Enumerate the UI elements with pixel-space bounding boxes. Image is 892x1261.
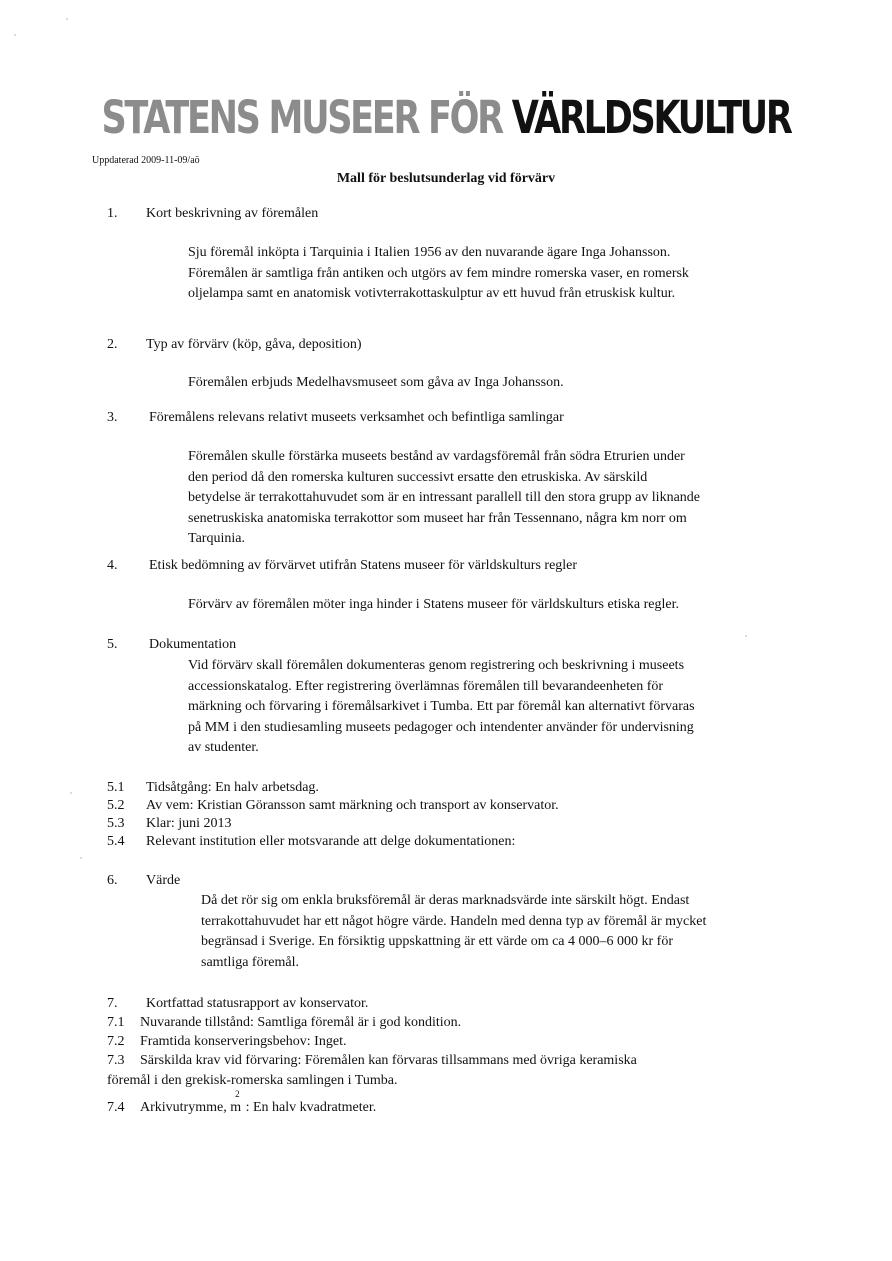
organization-name-dark: VÄRLDSKULTUR [511, 91, 791, 144]
section-1-line: Föremålen är samtliga från antiken och utgörs av fem mindre romerska vaser, en romersk [188, 265, 689, 281]
section-4-body [188, 595, 679, 616]
section-6-heading: Värde [146, 873, 181, 888]
item-7-4-text [140, 1089, 377, 1116]
item-5-1-text: Tidsåtgång: En halv arbetsdag. [146, 780, 319, 795]
section-1-line: Sju föremål inköpta i Tarquinia i Italien 1956 av den nuvarande ägare Inga Johansson. [188, 245, 671, 260]
item-7-3-text: Särskilda krav vid förvaring: Föremålen kan förvaras tillsammans med övriga keramiska [140, 1053, 637, 1068]
item-5-1-number: 5.1 [107, 780, 125, 795]
item-5-2-number: 5.2 [107, 798, 125, 813]
item-7-4-superscript: 2 [235, 1089, 240, 1099]
item-7-1-text: Nuvarande tillstånd: Samtliga föremål är i god kondition. [140, 1015, 462, 1030]
section-4-heading: Etisk bedömning av förvärvet utifrån Statens museer för världskulturs regler [149, 558, 578, 573]
section-1-heading: Kort beskrivning av föremålen [146, 206, 319, 221]
organization-name-light: STATENS MUSEER FÖR [101, 91, 502, 144]
section-5-body [188, 656, 695, 759]
item-7-4-number: 7.4 [107, 1100, 125, 1115]
section-5-line: Vid förvärv skall föremålen dokumenteras genom registrering och beskrivning i museets [188, 658, 685, 673]
section-3-line: Tarquinia. [188, 531, 245, 547]
section-2-heading: Typ av förvärv (köp, gåva, deposition) [146, 337, 362, 352]
section-6-line: terrakottahuvudet har ett något högre värde. Handeln med denna typ av föremål är mycket [201, 913, 707, 929]
section-3-heading: Föremålens relevans relativt museets verksamhet och befintliga samlingar [149, 410, 564, 425]
section-3-line: den period då den romerska kulturen successivt ersatte den etruskiska. Av särskild [188, 469, 648, 485]
item-7-1-number: 7.1 [107, 1015, 125, 1030]
section-6-line: Då det rör sig om enkla bruksföremål är deras marknadsvärde inte särskilt högt. Endast [201, 893, 690, 908]
section-7-heading: Kortfattad statusrapport av konservator. [146, 996, 369, 1011]
organization-header [98, 88, 794, 148]
updated-date: Uppdaterad 2009-11-09/aö [92, 155, 200, 166]
scan-speck [66, 18, 68, 20]
scan-speck [14, 34, 16, 36]
section-1-line: oljelampa samt en anatomisk votivterrakottaskulptur av ett huvud från etruskisk kultur. [188, 286, 676, 302]
section-5-line: märkning och förvaring i föremålsarkivet i Tumba. Ett par föremål kan alternativt förvaras [188, 699, 695, 715]
section-2-number: 2. [107, 337, 118, 352]
section-5-heading: Dokumentation [149, 637, 237, 652]
section-5-line: av studenter. [188, 740, 259, 756]
section-1-number: 1. [107, 206, 118, 221]
item-7-4-text-before: Arkivutrymme, m [140, 1100, 242, 1115]
item-7-2-number: 7.2 [107, 1034, 125, 1049]
scan-speck [80, 857, 82, 859]
section-6-number: 6. [107, 873, 118, 888]
item-5-2-text: Av vem: Kristian Göransson samt märkning och transport av konservator. [146, 798, 559, 813]
section-7-number: 7. [107, 996, 118, 1011]
item-5-4-number: 5.4 [107, 834, 125, 849]
scan-speck [70, 792, 72, 794]
section-6-line: samtliga föremål. [201, 954, 299, 970]
item-7-2-text: Framtida konserveringsbehov: Inget. [140, 1034, 347, 1049]
document-title: Mall för beslutsunderlag vid förvärv [336, 171, 556, 186]
section-2-body [188, 373, 564, 394]
section-5-number: 5. [107, 637, 118, 652]
scan-speck [745, 635, 747, 637]
section-3-body [188, 447, 700, 550]
item-5-4-text: Relevant institution eller motsvarande att delge dokumentationen: [146, 834, 516, 849]
item-5-3-text: Klar: juni 2013 [146, 816, 232, 831]
section-6-body [201, 891, 706, 973]
item-7-3-continuation: föremål i den grekisk-romerska samlingen i Tumba. [107, 1073, 398, 1088]
section-1-body [188, 243, 689, 305]
item-7-4-text-after: : En halv kvadratmeter. [245, 1100, 377, 1115]
item-7-3-number: 7.3 [107, 1053, 125, 1068]
section-6-line: begränsad i Sverige. En försiktig uppskattning är ett värde om ca 4 000–6 000 kr för [201, 934, 673, 950]
section-5-line: accessionskatalog. Efter registrering överlämnas föremålen till bevarandeenheten för [188, 678, 664, 694]
section-5-line: på MM i den studiesamling museets pedagoger och intendenter använder för undervisning [188, 719, 694, 735]
section-3-line: senetruskiska anatomiska terrakottor som museet har från Tessennano, några km norr om [188, 510, 687, 526]
section-3-line: Föremålen skulle förstärka museets bestånd av vardagsföremål från södra Etrurien under [188, 449, 685, 464]
section-3-line: betydelse är terrakottahuvudet som är en intressant parallell till den stora grupp av liknande [188, 490, 700, 506]
section-4-line: Förvärv av föremålen möter inga hinder i Statens museer för världskulturs etiska regler. [188, 597, 680, 612]
section-4-number: 4. [107, 558, 118, 573]
item-5-3-number: 5.3 [107, 816, 125, 831]
section-2-line: Föremålen erbjuds Medelhavsmuseet som gåva av Inga Johansson. [188, 375, 564, 390]
section-3-number: 3. [107, 410, 118, 425]
